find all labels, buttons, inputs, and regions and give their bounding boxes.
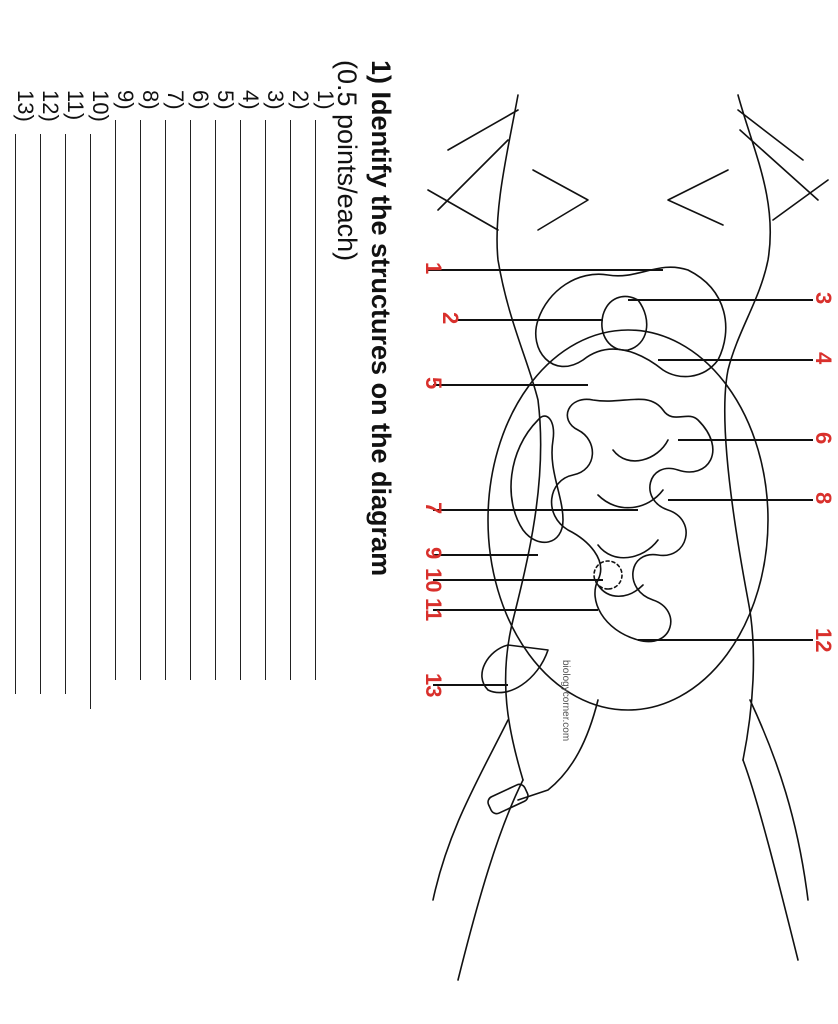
- answer-row: [188, 90, 213, 110]
- answer-row: [38, 90, 63, 122]
- answer-row: [13, 90, 38, 122]
- callout-2: 2: [438, 312, 463, 325]
- answer-row: [88, 90, 113, 122]
- callout-3: 3: [811, 292, 836, 305]
- answer-label: 3): [263, 90, 288, 110]
- answer-label: 11): [63, 90, 88, 121]
- answer-label: 12): [38, 90, 63, 122]
- question-points: (0.5 points/each): [332, 60, 362, 262]
- answer-label: 5): [213, 90, 238, 110]
- callout-10: 10: [421, 568, 446, 593]
- answer-label: 6): [188, 90, 213, 110]
- answer-row: [313, 90, 338, 110]
- callout-12: 12: [811, 628, 836, 653]
- callout-4: 4: [811, 352, 836, 365]
- callout-11: 11: [421, 598, 446, 622]
- answer-blank-line[interactable]: [190, 120, 191, 680]
- answer-blank-line[interactable]: [290, 120, 291, 680]
- answer-row: [288, 90, 313, 110]
- diagram-credit: biologycorner.com: [560, 660, 571, 742]
- answer-blank-line[interactable]: [240, 120, 241, 680]
- answer-label: 13): [13, 90, 38, 122]
- callout-6: 6: [811, 432, 836, 445]
- callout-1: 1: [421, 262, 446, 275]
- question-title: 1) Identify the structures on the diagram: [366, 60, 396, 577]
- answer-blank-line[interactable]: [15, 134, 16, 694]
- answer-blank-line[interactable]: [115, 120, 116, 680]
- answer-row: [213, 90, 238, 110]
- callout-9: 9: [421, 547, 446, 560]
- answer-label: 10): [88, 90, 113, 122]
- answer-blank-line[interactable]: [65, 134, 66, 694]
- answer-blank-line[interactable]: [165, 120, 166, 680]
- answer-label: 7): [163, 90, 188, 110]
- answer-label: 8): [138, 90, 163, 110]
- answer-blank-line[interactable]: [90, 134, 91, 709]
- answer-label: 4): [238, 90, 263, 110]
- answer-blank-line[interactable]: [140, 120, 141, 680]
- answer-row: [238, 90, 263, 110]
- answer-row: [163, 90, 188, 110]
- answer-label: 9): [113, 90, 138, 110]
- callout-13: 13: [421, 673, 446, 698]
- answer-row: [263, 90, 288, 110]
- answer-label: 1): [313, 90, 338, 110]
- answer-blank-line[interactable]: [40, 134, 41, 694]
- answer-row: [113, 90, 138, 110]
- callout-8: 8: [811, 492, 836, 505]
- answer-row: [63, 90, 88, 121]
- answer-blank-line[interactable]: [315, 120, 316, 680]
- answer-label: 2): [288, 90, 313, 110]
- callout-5: 5: [421, 377, 446, 390]
- answer-row: [138, 90, 163, 110]
- answer-blank-line[interactable]: [215, 120, 216, 680]
- answer-blank-line[interactable]: [265, 120, 266, 680]
- callout-7: 7: [421, 502, 446, 515]
